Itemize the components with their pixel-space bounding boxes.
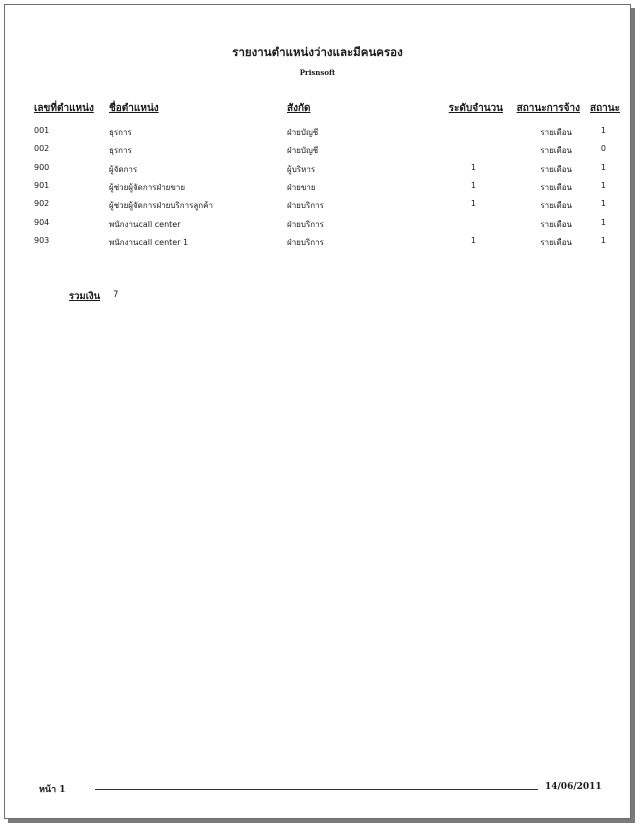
- cell-employment-type: รายเดือน: [540, 164, 572, 174]
- cell-department: ฝ่ายบัญชี: [287, 128, 319, 137]
- cell-position-code: 900: [34, 162, 50, 172]
- footer-divider: [95, 789, 538, 790]
- cell-status: 1: [600, 235, 606, 245]
- table-row: [5, 199, 630, 217]
- cell-level: 1: [470, 199, 476, 209]
- cell-department: ฝ่ายขาย: [287, 182, 316, 192]
- cell-employment-type: รายเดือน: [540, 201, 572, 211]
- cell-status: 1: [600, 217, 606, 227]
- cell-employment-type: รายเดือน: [540, 219, 572, 229]
- cell-employment-type: รายเดือน: [540, 182, 572, 192]
- cell-position-code: 001: [34, 126, 50, 135]
- cell-department: ฝ่ายบัญชี: [287, 146, 319, 156]
- table-row: [5, 163, 630, 181]
- cell-position-code: 903: [34, 235, 50, 245]
- cell-employment-type: รายเดือน: [540, 128, 572, 137]
- cell-status: 1: [600, 126, 606, 135]
- cell-department: ฝ่ายบริการ: [287, 201, 324, 211]
- table-row: [5, 181, 630, 199]
- table-row: [5, 126, 630, 144]
- cell-position-name: ผู้จัดการ: [109, 164, 138, 174]
- cell-employment-type: รายเดือน: [540, 237, 572, 247]
- cell-position-code: 901: [34, 180, 50, 190]
- total-label: รวมเงิน: [69, 291, 101, 302]
- header-level: ระดับจำนวน: [448, 103, 503, 114]
- table-row: [5, 236, 630, 254]
- cell-position-name: ธุรการ: [109, 146, 132, 156]
- header-position-name: ชื่อตำแหน่ง: [109, 103, 159, 114]
- cell-status: 1: [600, 180, 606, 190]
- report-page: [4, 4, 631, 819]
- cell-status: 1: [600, 199, 606, 209]
- cell-position-name: พนักงานcall center 1: [109, 237, 189, 247]
- cell-position-code: 002: [34, 144, 50, 154]
- company-name: Prisnsoft: [299, 68, 336, 77]
- header-employment-type: สถานะการจ้าง: [516, 103, 580, 114]
- header-department: สังกัด: [287, 103, 311, 114]
- cell-department: ผู้บริหาร: [287, 164, 316, 174]
- cell-position-code: 902: [34, 199, 50, 209]
- header-status: สถานะ: [590, 103, 620, 114]
- cell-level: 1: [470, 180, 476, 190]
- cell-position-code: 904: [34, 217, 50, 227]
- cell-position-name: พนักงานcall center: [109, 219, 181, 229]
- cell-status: 0: [600, 144, 606, 154]
- cell-position-name: ผู้ช่วยผู้จัดการฝ่ายบริการลูกค้า: [109, 201, 213, 211]
- table-row: [5, 144, 630, 162]
- cell-position-name: ผู้ช่วยผู้จัดการฝ่ายขาย: [109, 182, 186, 192]
- report-title: รายงานตำแหน่งว่างและมีคนครอง: [232, 45, 403, 59]
- header-position-code: เลขที่ตำแหน่ง: [34, 103, 94, 114]
- cell-department: ฝ่ายบริการ: [287, 219, 324, 229]
- cell-level: 1: [470, 162, 476, 172]
- cell-employment-type: รายเดือน: [540, 146, 572, 156]
- table-row: [5, 218, 630, 236]
- cell-level: 1: [470, 235, 476, 245]
- cell-department: ฝ่ายบริการ: [287, 237, 324, 247]
- print-date: 14/06/2011: [545, 782, 602, 792]
- cell-position-name: ธุรการ: [109, 128, 132, 137]
- cell-status: 1: [600, 162, 606, 172]
- page-number: หน้า 1: [39, 785, 66, 795]
- total-value: 7: [113, 290, 119, 300]
